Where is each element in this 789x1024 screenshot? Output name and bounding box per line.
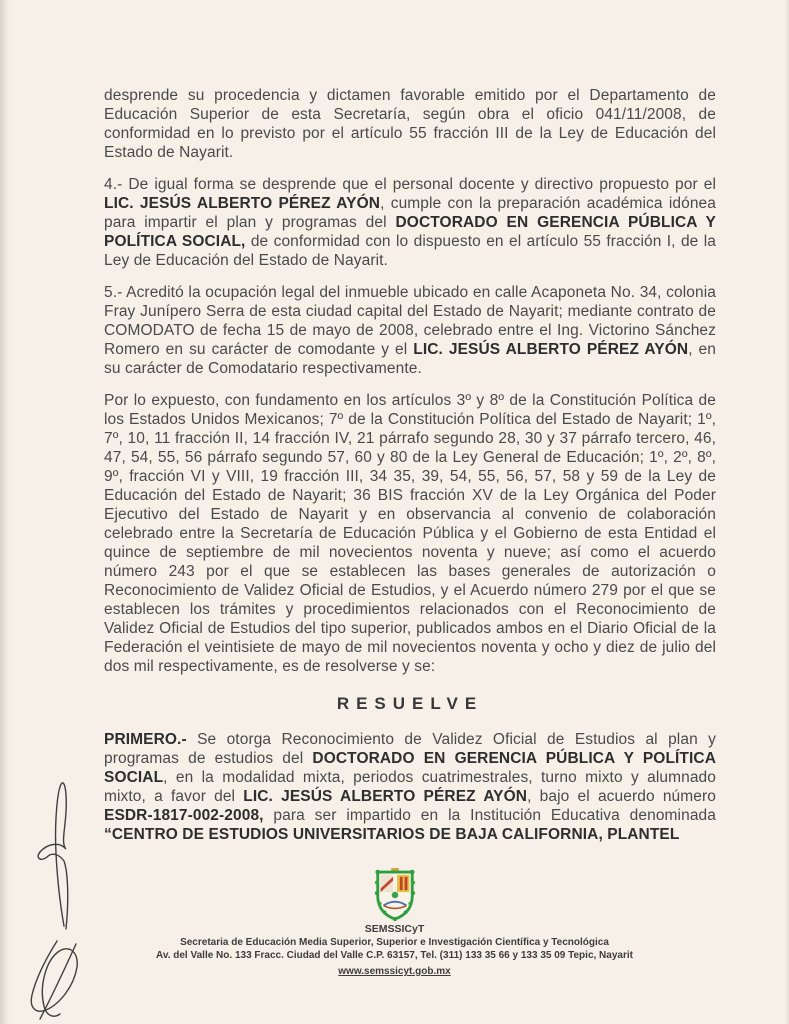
org-acronym: SEMSSICyT: [364, 923, 425, 935]
letterhead-footer: [0, 868, 789, 979]
body-paragraph-primero: PRIMERO.- Se otorga Reconocimiento de Validez Oficial de Estudios al plan y programas de estudios del DOCTORADO EN GERENCIA PÚBLICA Y POLÍTICA SOCIAL, en la modalidad mixta, periodos cuatrimestrales, turno mixto y alumnado mixto, a favor del LIC. JESÚS ALBERTO PÉREZ AYÓN, bajo el acuerdo número ESDR-1817-002-2008, para ser impartido en la Institución Educativa denominada “CENTRO DE ESTUDIOS UNIVERSITARIOS DE BAJA CALIFORNIA, PLANTEL: [104, 731, 716, 843]
org-name: Secretaria de Educación Media Superior, Superior e Investigación Científica y Tecnológica: [180, 937, 609, 948]
document-body: [104, 86, 716, 857]
body-paragraph-item-5: 5.- Acreditó la ocupación legal del inmueble ubicado en calle Acaponeta No. 34, colonia Fray Junípero Serra de esta ciudad capital del Estado de Nayarit; mediante contrato de COMODATO de fecha 15 de mayo de 2008, celebrado entre el Ing. Victorino Sánchez Romero en su carácter de comodante y el LIC. JESÚS ALBERTO PÉREZ AYÓN, en su carácter de Comodatario respectivamente.: [104, 284, 716, 377]
coat-of-arms-logo: [372, 868, 418, 922]
org-address: Av. del Valle No. 133 Fracc. Ciudad del Valle C.P. 63157, Tel. (311) 133 35 66 y 133 35 09 Tepic, Nayarit: [156, 950, 633, 961]
resolution-heading: RESUELVE: [336, 694, 484, 713]
body-paragraph-item-4: 4.- De igual forma se desprende que el personal docente y directivo propuesto por el LIC. JESÚS ALBERTO PÉREZ AYÓN, cumple con la preparación académica idónea para impartir el plan y programas del DOCTORADO EN GERENCIA PÚBLICA Y POLÍTICA SOCIAL, de conformidad con lo dispuesto en el artículo 55 fracción I, de la Ley de Educación del Estado de Nayarit.: [104, 176, 716, 269]
website-link: www.semssicyt.gob.mx: [338, 966, 451, 977]
body-paragraph-legal-basis: Por lo expuesto, con fundamento en los artículos 3º y 8º de la Constitución Política de los Estados Unidos Mexicanos; 7º de la Constitución Política del Estado de Nayarit; 1º, 7º, 10, 11 fracción II, 14 fracción IV, 21 párrafo segundo 28, 30 y 37 párrafo tercero, 46, 47, 54, 55, 56 párrafo segundo 57, 60 y 80 de la Ley General de Educación; 1º, 2º, 8º, 9º, fracción VI y VIII, 19 fracción III, 34 35, 39, 54, 55, 56, 57, 58 y 59 de la Ley de Educación del Estado de Nayarit; 36 BIS fracción XV de la Ley Orgánica del Poder Ejecutivo del Estado de Nayarit y en observancia al convenio de colaboración celebrado entre la Secretaría de Educación Pública y el Gobierno de esta Entidad el quince de septiembre de mil novecientos noventa y nueve; así como el acuerdo número 243 por el que se establecen las bases generales de autorización o Reconocimiento de Validez Oficial de Estudios, y el Acuerdo número 279 por el que se establecen los trámites y procedimientos relacionados con el Reconocimiento de Validez Oficial de Estudios del tipo superior, publicados ambos en el Diario Oficial de la Federación el veintisiete de mayo de mil novecientos noventa y ocho y diez de julio del dos mil respectivamente, es de resolverse y se:: [104, 392, 716, 675]
body-paragraph: desprende su procedencia y dictamen favorable emitido por el Departamento de Educación Superior de esta Secretaría, según obra el oficio 041/11/2008, de conformidad en lo previsto por el artículo 55 fracción III de la Ley de Educación del Estado de Nayarit.: [104, 87, 716, 161]
